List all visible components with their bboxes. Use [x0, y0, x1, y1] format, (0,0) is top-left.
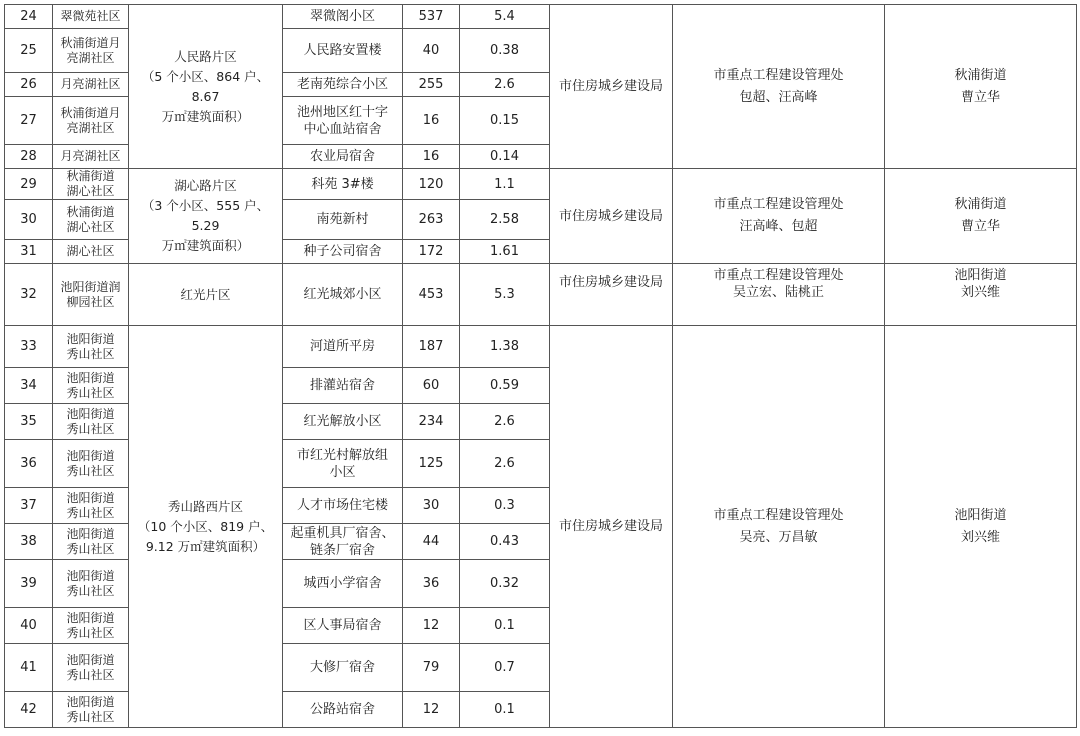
area-name-cell: 秀山路西片区 （10 个小区、819 户、 9.12 万㎡建筑面积） [129, 326, 283, 728]
building-area-cell: 1.1 [460, 169, 550, 200]
complex-cell: 城西小学宿舍 [283, 560, 403, 608]
households-cell: 234 [403, 404, 460, 440]
building-area-cell: 0.3 [460, 488, 550, 524]
complex-cell: 农业局宿舍 [283, 145, 403, 169]
households-cell: 453 [403, 264, 460, 326]
households-cell: 12 [403, 692, 460, 728]
row-number: 41 [5, 644, 53, 692]
building-area-cell: 0.38 [460, 29, 550, 73]
housing-renovation-table [4, 4, 1077, 728]
community-cell: 池阳街道 秀山社区 [53, 692, 129, 728]
street-cell: 池阳街道 刘兴维 [885, 326, 1077, 728]
department-cell: 市住房城乡建设局 [550, 326, 673, 728]
community-cell: 池阳街道 秀山社区 [53, 644, 129, 692]
complex-cell: 科苑 3#楼 [283, 169, 403, 200]
complex-cell: 公路站宿舍 [283, 692, 403, 728]
row-number: 40 [5, 608, 53, 644]
building-area-cell: 0.32 [460, 560, 550, 608]
row-number: 28 [5, 145, 53, 169]
building-area-cell: 1.38 [460, 326, 550, 368]
building-area-cell: 5.4 [460, 5, 550, 29]
community-cell: 月亮湖社区 [53, 145, 129, 169]
department-cell: 市住房城乡建设局 [550, 169, 673, 264]
community-cell: 秋浦街道月 亮湖社区 [53, 97, 129, 145]
area-name-cell: 人民路片区 （5 个小区、864 户、8.67 万㎡建筑面积） [129, 5, 283, 169]
households-cell: 120 [403, 169, 460, 200]
table-row [5, 326, 1077, 368]
complex-cell: 池州地区红十字 中心血站宿舍 [283, 97, 403, 145]
community-cell: 秋浦街道 湖心社区 [53, 200, 129, 240]
complex-cell: 河道所平房 [283, 326, 403, 368]
area-name-cell: 湖心路片区 （3 个小区、555 户、5.29 万㎡建筑面积） [129, 169, 283, 264]
office-cell: 市重点工程建设管理处 包超、汪高峰 [673, 5, 885, 169]
community-cell: 湖心社区 [53, 240, 129, 264]
office-cell: 市重点工程建设管理处 汪高峰、包超 [673, 169, 885, 264]
households-cell: 16 [403, 97, 460, 145]
street-cell: 池阳街道 刘兴维 [885, 264, 1077, 326]
row-number: 26 [5, 73, 53, 97]
row-number: 36 [5, 440, 53, 488]
row-number: 33 [5, 326, 53, 368]
building-area-cell: 1.61 [460, 240, 550, 264]
row-number: 31 [5, 240, 53, 264]
building-area-cell: 0.1 [460, 608, 550, 644]
complex-cell: 南苑新村 [283, 200, 403, 240]
row-number: 27 [5, 97, 53, 145]
table-row [5, 5, 1077, 29]
community-cell: 月亮湖社区 [53, 73, 129, 97]
row-number: 32 [5, 264, 53, 326]
households-cell: 125 [403, 440, 460, 488]
building-area-cell: 5.3 [460, 264, 550, 326]
community-cell: 池阳街道 秀山社区 [53, 440, 129, 488]
community-cell: 池阳街道 秀山社区 [53, 524, 129, 560]
building-area-cell: 0.1 [460, 692, 550, 728]
department-cell: 市住房城乡建设局 [550, 5, 673, 169]
households-cell: 172 [403, 240, 460, 264]
street-cell: 秋浦街道 曹立华 [885, 169, 1077, 264]
building-area-cell: 2.6 [460, 440, 550, 488]
row-number: 34 [5, 368, 53, 404]
complex-cell: 区人事局宿舍 [283, 608, 403, 644]
community-cell: 秋浦街道月 亮湖社区 [53, 29, 129, 73]
building-area-cell: 0.7 [460, 644, 550, 692]
building-area-cell: 0.59 [460, 368, 550, 404]
building-area-cell: 2.6 [460, 73, 550, 97]
row-number: 30 [5, 200, 53, 240]
households-cell: 12 [403, 608, 460, 644]
building-area-cell: 0.15 [460, 97, 550, 145]
row-number: 37 [5, 488, 53, 524]
households-cell: 40 [403, 29, 460, 73]
community-cell: 池阳街道 秀山社区 [53, 608, 129, 644]
department-cell: 市住房城乡建设局 [550, 264, 673, 326]
area-name-cell: 红光片区 [129, 264, 283, 326]
complex-cell: 红光解放小区 [283, 404, 403, 440]
households-cell: 16 [403, 145, 460, 169]
complex-cell: 市红光村解放组 小区 [283, 440, 403, 488]
row-number: 42 [5, 692, 53, 728]
building-area-cell: 2.58 [460, 200, 550, 240]
row-number: 29 [5, 169, 53, 200]
row-number: 38 [5, 524, 53, 560]
households-cell: 44 [403, 524, 460, 560]
community-cell: 秋浦街道 湖心社区 [53, 169, 129, 200]
households-cell: 263 [403, 200, 460, 240]
households-cell: 30 [403, 488, 460, 524]
complex-cell: 人民路安置楼 [283, 29, 403, 73]
row-number: 25 [5, 29, 53, 73]
building-area-cell: 2.6 [460, 404, 550, 440]
households-cell: 36 [403, 560, 460, 608]
households-cell: 537 [403, 5, 460, 29]
community-cell: 翠微苑社区 [53, 5, 129, 29]
building-area-cell: 0.14 [460, 145, 550, 169]
complex-cell: 排灌站宿舍 [283, 368, 403, 404]
community-cell: 池阳街道 秀山社区 [53, 560, 129, 608]
row-number: 24 [5, 5, 53, 29]
complex-cell: 起重机具厂宿舍、 链条厂宿舍 [283, 524, 403, 560]
table-row [5, 169, 1077, 200]
row-number: 35 [5, 404, 53, 440]
complex-cell: 人才市场住宅楼 [283, 488, 403, 524]
complex-cell: 翠微阁小区 [283, 5, 403, 29]
complex-cell: 大修厂宿舍 [283, 644, 403, 692]
households-cell: 187 [403, 326, 460, 368]
office-cell: 市重点工程建设管理处 吴立宏、陆桃正 [673, 264, 885, 326]
households-cell: 79 [403, 644, 460, 692]
table-row [5, 264, 1077, 326]
community-cell: 池阳街道 秀山社区 [53, 368, 129, 404]
building-area-cell: 0.43 [460, 524, 550, 560]
complex-cell: 红光城郊小区 [283, 264, 403, 326]
street-cell: 秋浦街道 曹立华 [885, 5, 1077, 169]
households-cell: 255 [403, 73, 460, 97]
community-cell: 池阳街道 秀山社区 [53, 404, 129, 440]
complex-cell: 种子公司宿舍 [283, 240, 403, 264]
households-cell: 60 [403, 368, 460, 404]
community-cell: 池阳街道 秀山社区 [53, 326, 129, 368]
row-number: 39 [5, 560, 53, 608]
office-cell: 市重点工程建设管理处 吴亮、万昌敏 [673, 326, 885, 728]
community-cell: 池阳街道润 柳园社区 [53, 264, 129, 326]
complex-cell: 老南苑综合小区 [283, 73, 403, 97]
community-cell: 池阳街道 秀山社区 [53, 488, 129, 524]
